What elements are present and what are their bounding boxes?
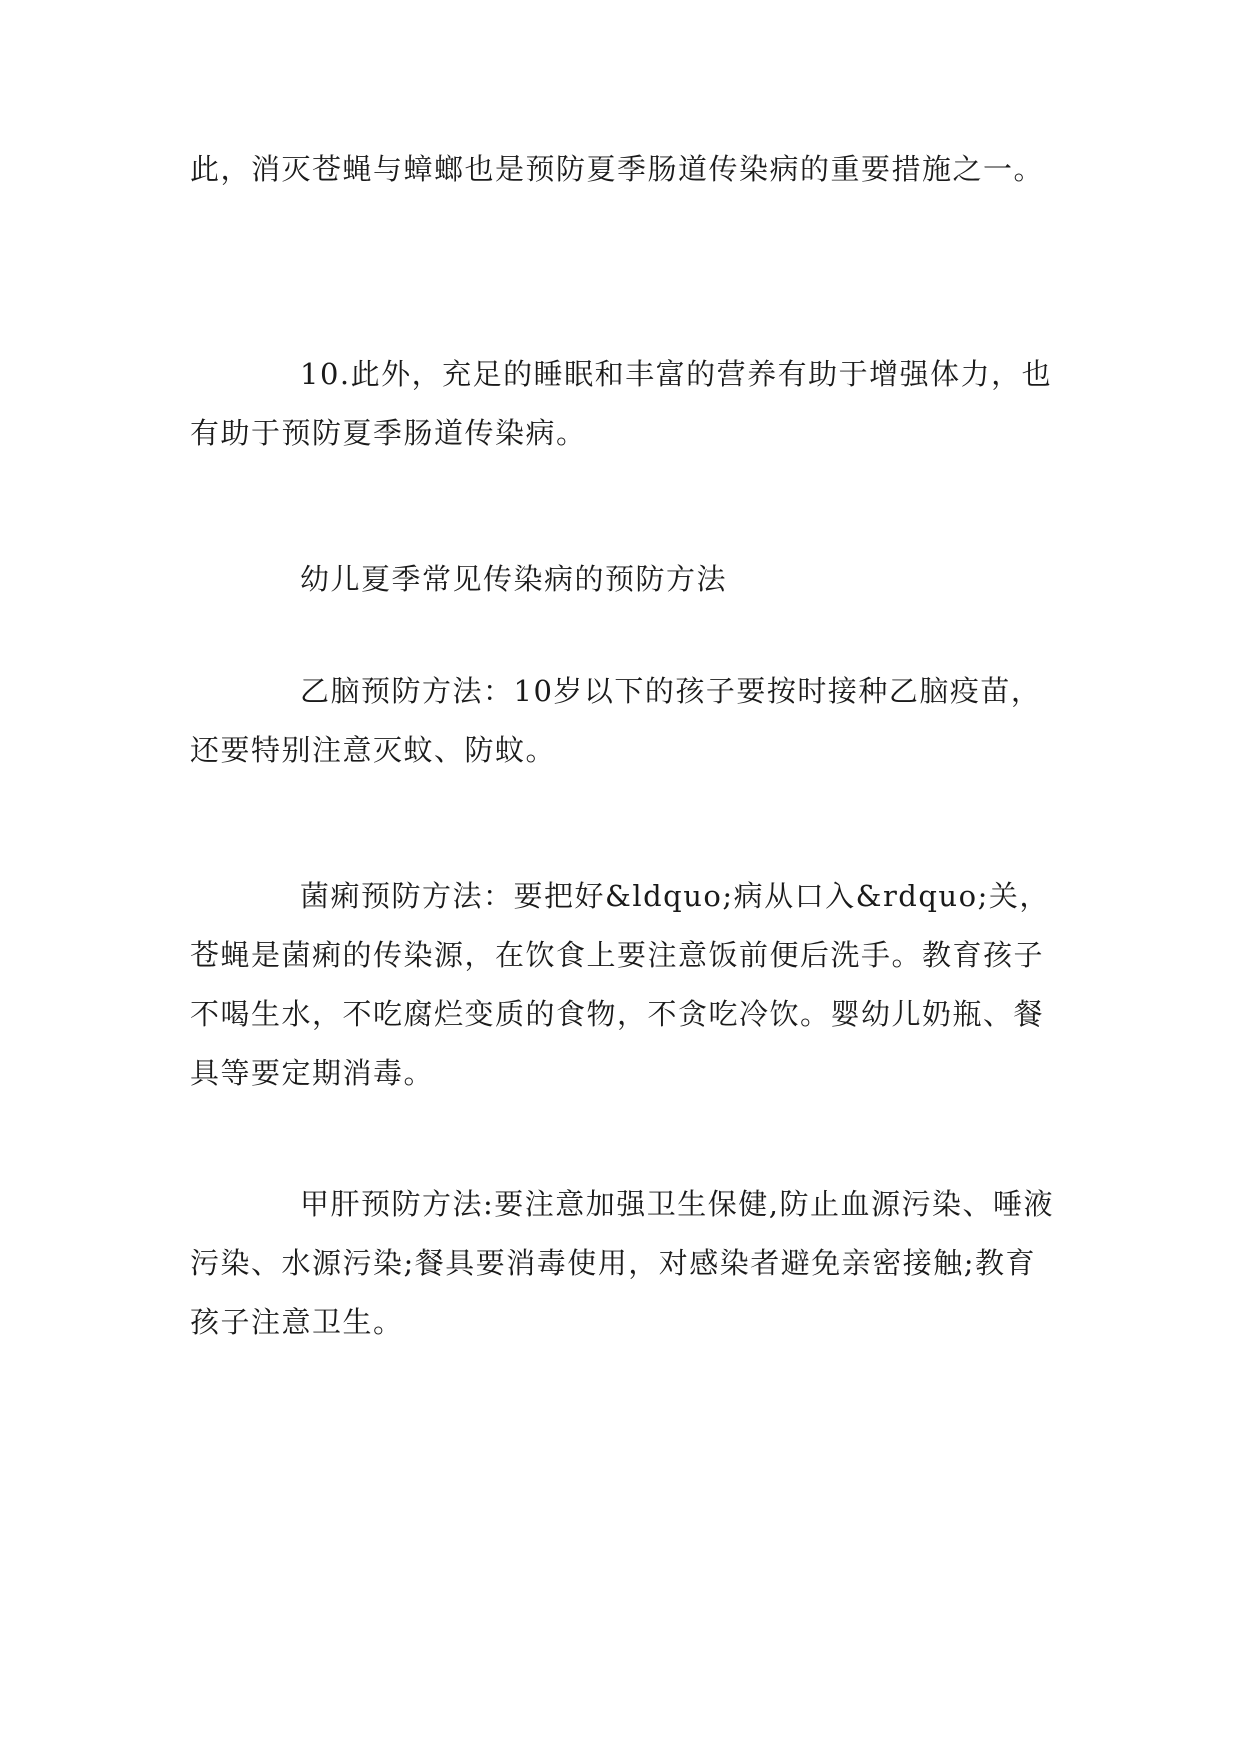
- paragraph-continuation: 此，消灭苍蝇与蟑螂也是预防夏季肠道传染病的重要措施之一。: [190, 152, 1045, 186]
- paragraph-hepatitis-a: 甲肝预防方法:要注意加强卫生保健,防止血源污染、唾液污染、水源污染;餐具要消毒使用，对感染者避免亲密接触;教育孩子注意卫生。: [190, 1187, 1054, 1339]
- paragraph-dysentery: 菌痢预防方法：要把好&ldquo;病从口入&rdquo;关，苍蝇是菌痢的传染源，在饮食上要注意饭前便后洗手。教育孩子不喝生水，不吃腐烂变质的食物，不贪吃冷饮。婴幼儿奶瓶、餐具等要定期消毒。: [190, 879, 1050, 1090]
- paragraph-item-10: 10.此外，充足的睡眠和丰富的营养有助于增强体力，也有助于预防夏季肠道传染病。: [190, 357, 1053, 450]
- paragraph-encephalitis: 乙脑预防方法：10岁以下的孩子要按时接种乙脑疫苗，还要特别注意灭蚊、防蚊。: [190, 674, 1042, 767]
- section-heading: 幼儿夏季常见传染病的预防方法: [300, 562, 728, 596]
